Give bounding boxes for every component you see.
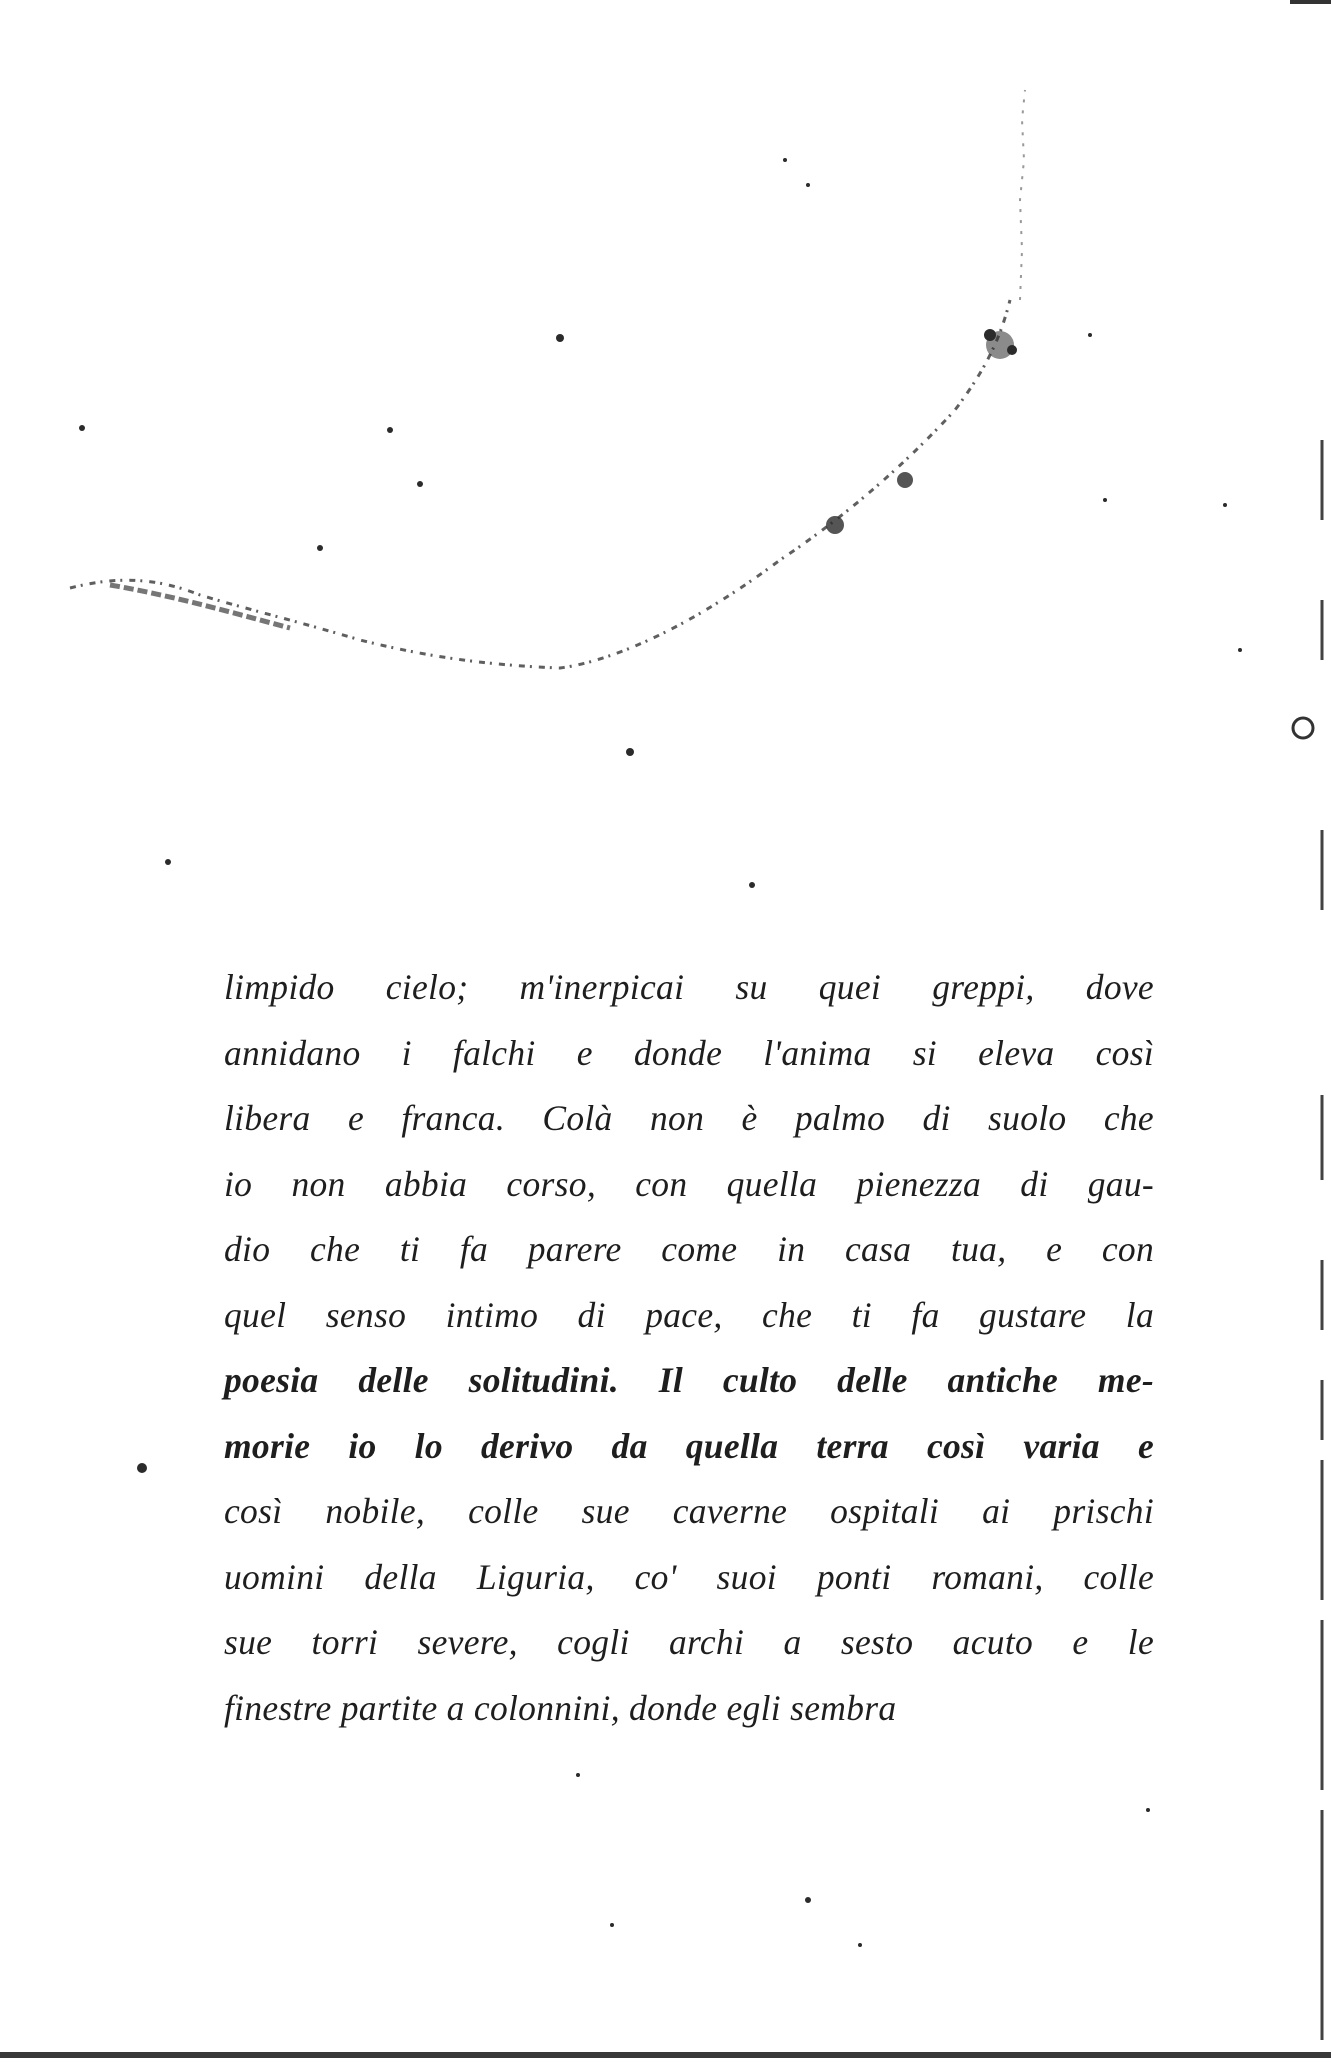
- text-line: uomini della Liguria, co' suoi ponti romani, colle: [224, 1556, 1154, 1597]
- text-line: morie io lo derivo da quella terra così varia e: [224, 1425, 1154, 1466]
- text-line: dio che ti fa parere come in casa tua, e con: [224, 1229, 1154, 1269]
- text-line: così nobile, colle sue caverne ospitali ai prischi: [224, 1491, 1154, 1531]
- faded-river: [1020, 90, 1025, 300]
- text-line: finestre partite a colonnini, donde egli sembra: [224, 1687, 897, 1728]
- text-line: libera e franca. Colà non è palmo di suolo che: [224, 1098, 1154, 1138]
- text-line: poesia delle solitudini. Il culto delle antiche me-: [224, 1360, 1154, 1400]
- top-right-corner-mark: [1290, 0, 1331, 4]
- text-line: quel senso intimo di pace, che ti fa gustare la: [224, 1294, 1154, 1335]
- faded-coastline-detail: [110, 585, 290, 628]
- text-line: io non abbia corso, con quella pienezza di gau-: [224, 1163, 1154, 1204]
- binding-ring: [1293, 718, 1313, 738]
- text-line: sue torri severe, cogli archi a sesto acuto e le: [224, 1622, 1154, 1662]
- text-line: limpido cielo; m'inerpicai su quei greppi, dove: [224, 967, 1154, 1007]
- text-line: annidano i falchi e donde l'anima si eleva così: [224, 1032, 1154, 1073]
- faded-coastline: [70, 300, 1010, 668]
- body-text: [224, 955, 1154, 1741]
- bottom-page-edge: [0, 2052, 1331, 2058]
